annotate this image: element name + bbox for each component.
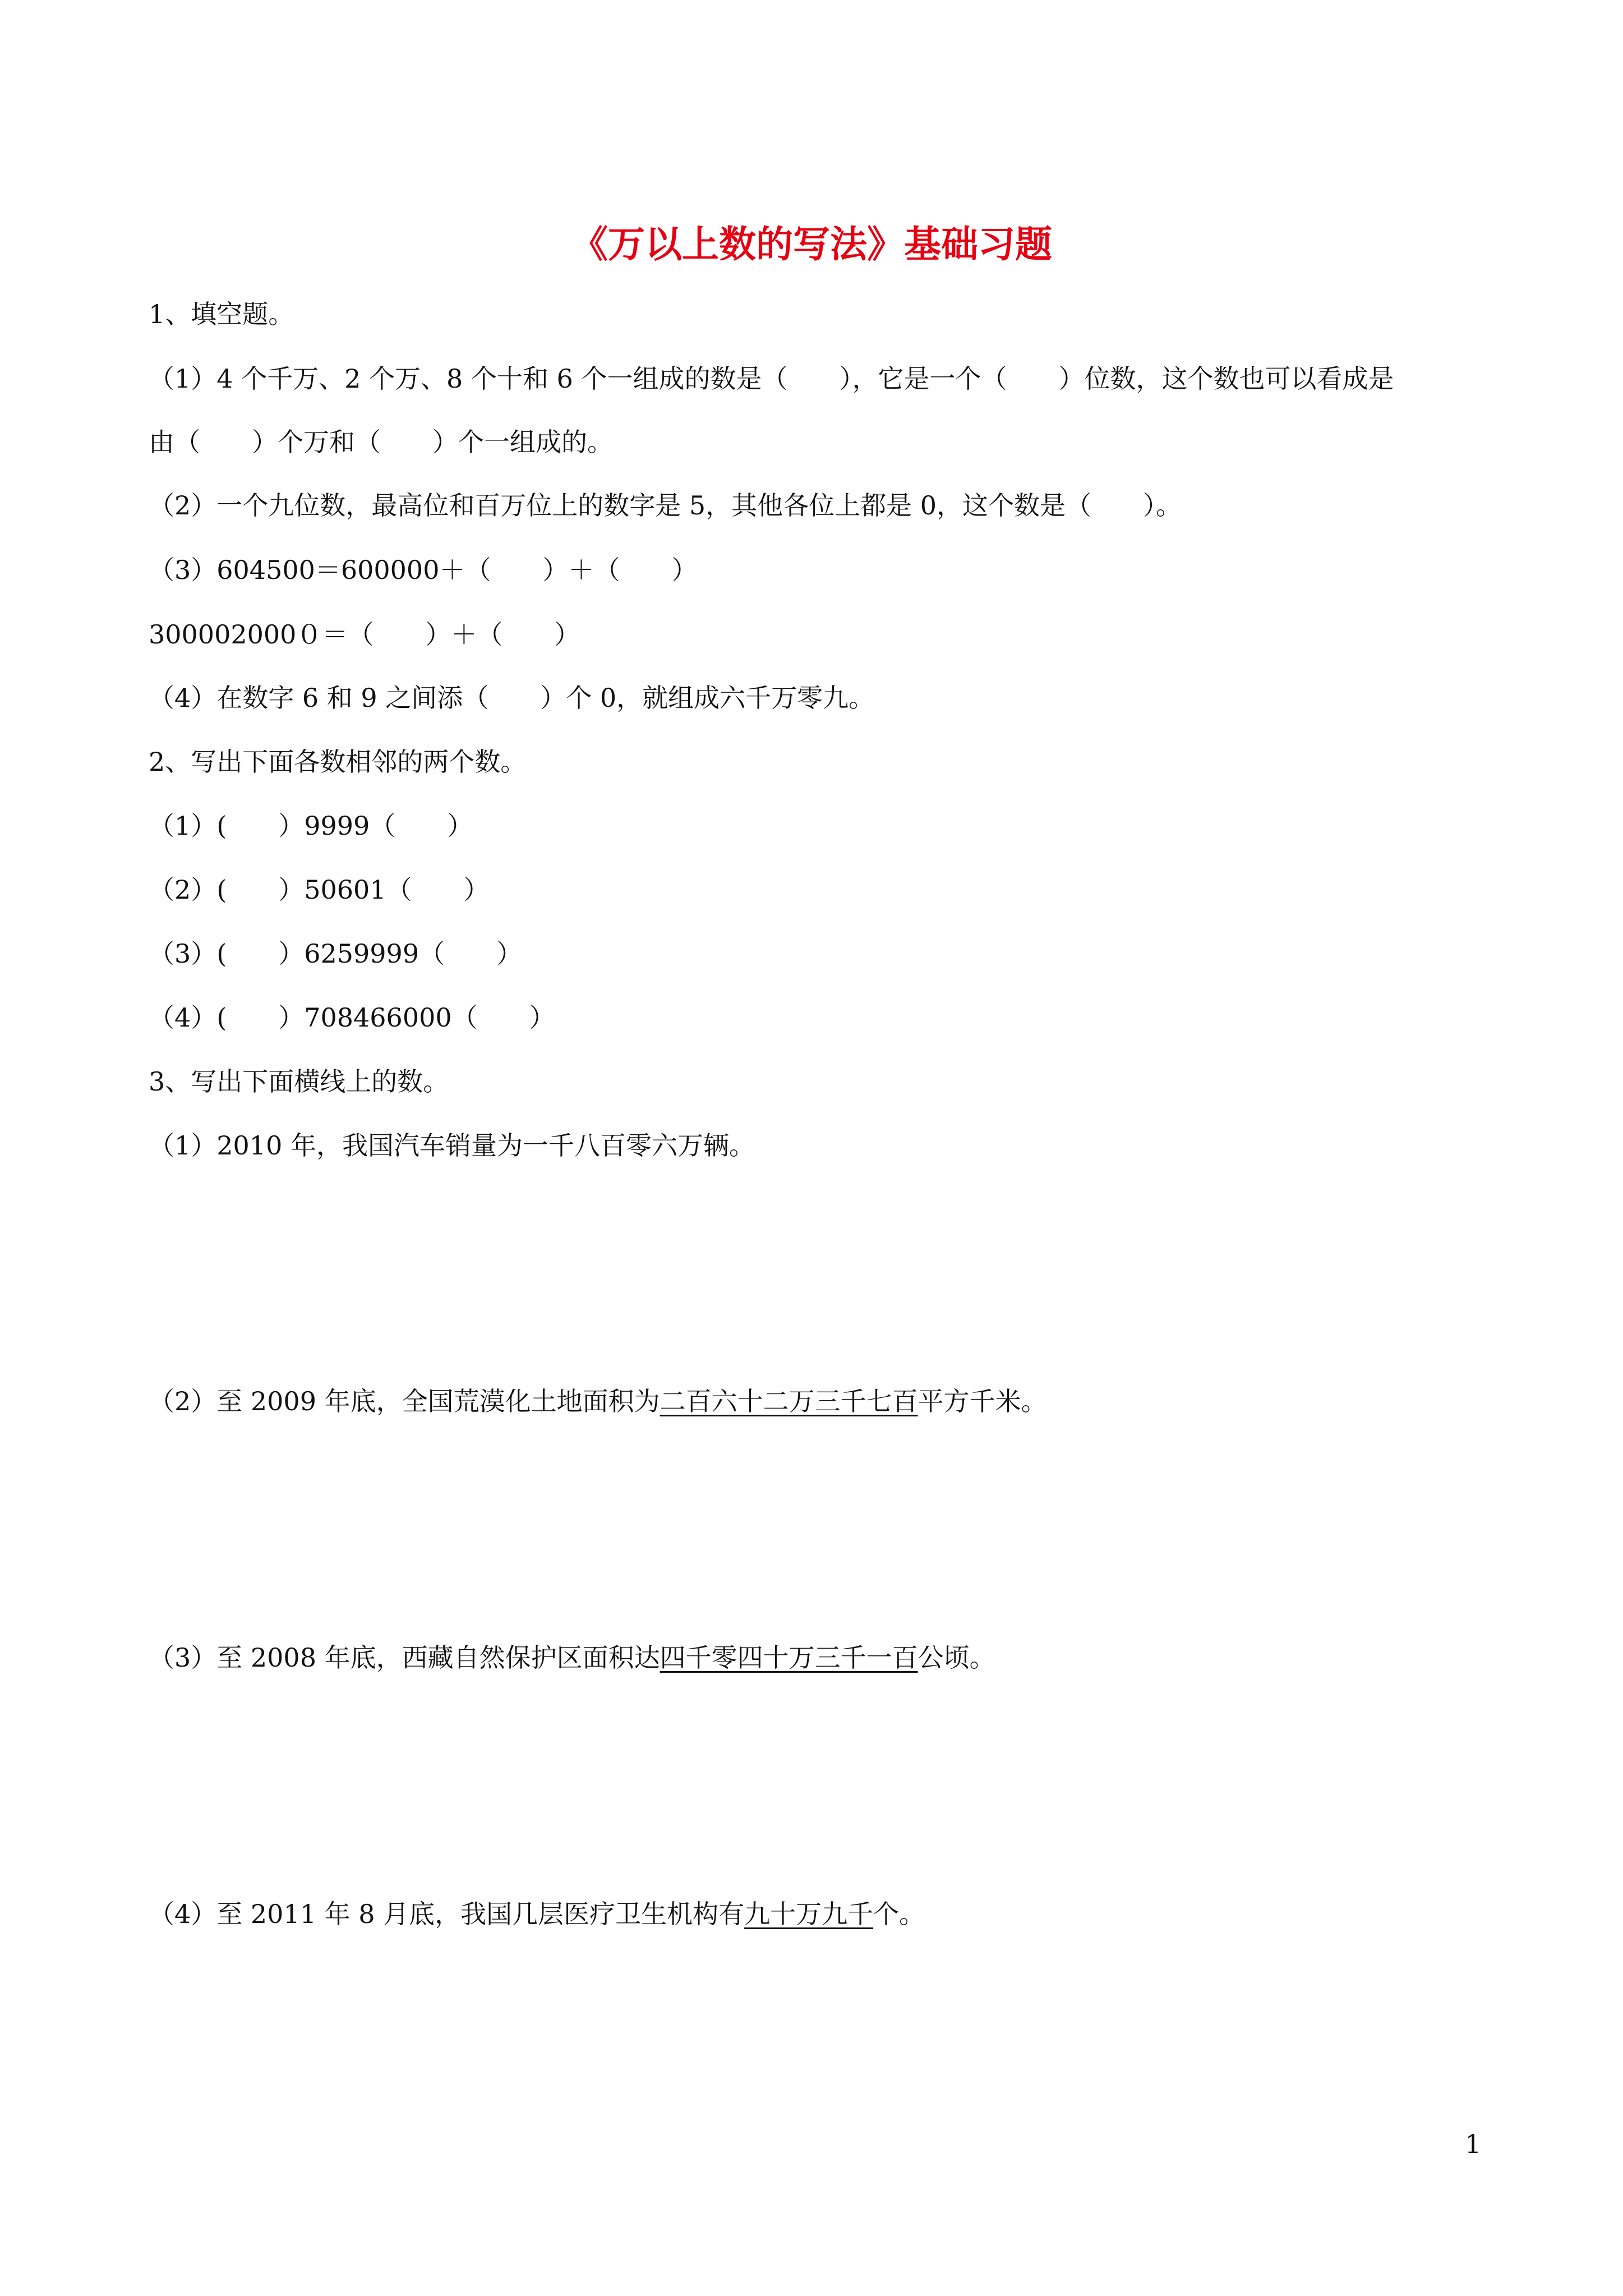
q3-item2-prefix: （2）至 2009 年底，全国荒漠化土地面积为 — [149, 1386, 660, 1416]
q1-item1-line2: 由（ ）个万和（ ）个一组成的。 — [149, 427, 613, 457]
q3-item4-suffix: 个。 — [873, 1899, 925, 1929]
q1-item2: （2）一个九位数，最高位和百万位上的数字是 5，其他各位上都是 0，这个数是（ ）。 — [149, 490, 1182, 521]
q1-item1-line1: （1）4 个千万、2 个万、8 个十和 6 个一组成的数是（ ），它是一个（ ）位数，这个数也可以看成是 — [149, 364, 1394, 394]
q3-item3 — [149, 1641, 995, 1674]
q1-item3-line2: 300002000０＝（ ）＋（ ） — [149, 619, 580, 650]
q3-item2 — [149, 1384, 1047, 1418]
q1-item3-line1: （3）604500＝600000＋（ ）＋（ ） — [149, 555, 698, 585]
q3-item2-suffix: 平方千米。 — [917, 1386, 1047, 1416]
q3-item3-suffix: 公顷。 — [917, 1642, 995, 1673]
page-title: 《万以上数的写法》基础习题 — [571, 222, 1052, 266]
q3-item1: （1）2010 年，我国汽车销量为一千八百零六万辆。 — [149, 1130, 755, 1161]
q3-item3-underlined: 四千零四十万三千一百 — [660, 1642, 918, 1673]
q3-heading: 3、写出下面横线上的数。 — [149, 1066, 449, 1097]
q3-item4-underlined: 九十万九千 — [744, 1899, 874, 1929]
q2-item: （4）( ）708466000（ ） — [149, 1002, 555, 1033]
q2-item: （2）( ）50601（ ） — [149, 875, 490, 905]
q1-heading: 1、填空题。 — [149, 299, 294, 329]
q2-item: （1）( ）9999（ ） — [149, 811, 473, 841]
page-number: 1 — [1465, 2129, 1482, 2159]
q2-item: （3）( ）6259999（ ） — [149, 938, 523, 969]
q3-item3-prefix: （3）至 2008 年底，西藏自然保护区面积达 — [149, 1642, 660, 1673]
q2-heading: 2、写出下面各数相邻的两个数。 — [149, 747, 527, 777]
q3-item2-underlined: 二百六十二万三千七百 — [660, 1386, 918, 1416]
q3-item4 — [149, 1897, 925, 1931]
q3-item4-prefix: （4）至 2011 年 8 月底，我国几层医疗卫生机构有 — [149, 1899, 745, 1929]
q1-item4: （4）在数字 6 和 9 之间添（ ）个 0，就组成六千万零九。 — [149, 683, 875, 713]
